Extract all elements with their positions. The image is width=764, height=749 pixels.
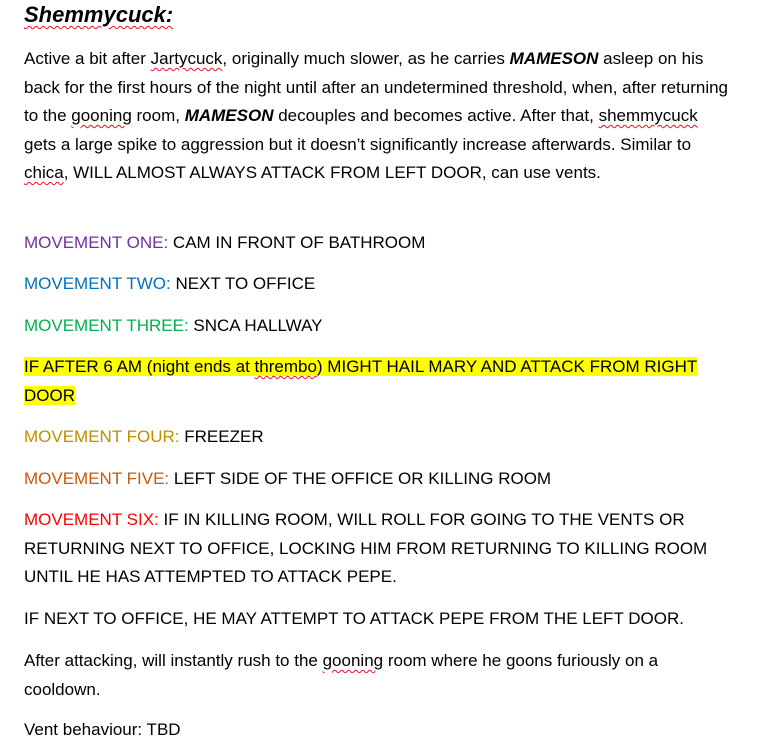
- movement-four: [24, 423, 734, 452]
- intro-text: room,: [131, 106, 185, 125]
- movement-label: MOVEMENT THREE:: [24, 316, 189, 335]
- intro-text: , WILL ALMOST ALWAYS ATTACK FROM LEFT DOOR, can use vents.: [63, 163, 601, 182]
- after-attack-text: room where he goons furiously on a cooldown.: [24, 651, 659, 699]
- movement-two: [24, 270, 734, 299]
- movement-label: MOVEMENT FIVE:: [24, 469, 170, 488]
- movement-text: IF IN KILLING ROOM, WILL ROLL FOR GOING TO THE VENTS OR RETURNING NEXT TO OFFICE, LOCKING HIM FROM RETURNING TO KILLING ROOM UNTIL HE HAS ATTEMPTED TO ATTACK PEPE.: [24, 510, 708, 586]
- movement-text: FREEZER: [179, 427, 264, 446]
- highlighted-note: [24, 353, 734, 410]
- vent-behaviour: Vent behaviour: TBD: [24, 720, 181, 739]
- movement-three: [24, 312, 734, 341]
- intro-text: Active a bit after: [24, 49, 151, 68]
- movement-six: [24, 506, 734, 592]
- spellcheck-word: gooning: [71, 106, 132, 125]
- highlight-text: IF AFTER 6 AM (night ends at: [24, 357, 255, 376]
- page-title: Shemmycuck:: [24, 2, 174, 27]
- movement-label: MOVEMENT SIX:: [24, 510, 159, 529]
- movement-text: SNCA HALLWAY: [188, 316, 323, 335]
- after-attack-text: After attacking, will instantly rush to the: [24, 651, 323, 670]
- spellcheck-word: shemmycuck: [598, 106, 698, 125]
- keyword: MAMESON: [184, 106, 274, 125]
- intro-text: decouples and becomes active. After that,: [273, 106, 599, 125]
- intro-paragraph: [24, 45, 734, 188]
- spellcheck-word: gooning: [322, 651, 384, 670]
- movement-one: [24, 229, 734, 258]
- movement-label: MOVEMENT ONE:: [24, 233, 169, 252]
- movement-five: [24, 465, 734, 494]
- spellcheck-word: chica: [24, 163, 64, 182]
- intro-text: gets a large spike to aggression but it doesn’t significantly increase afterwards. Similar to: [24, 134, 692, 154]
- spellcheck-word: Jartycuck: [150, 49, 223, 68]
- spellcheck-word: thrembo: [254, 357, 317, 376]
- after-attack-paragraph: [24, 647, 734, 704]
- movement-label: MOVEMENT FOUR:: [24, 427, 180, 446]
- movement-text: NEXT TO OFFICE: [170, 274, 316, 293]
- next-to-office-note: IF NEXT TO OFFICE, HE MAY ATTEMPT TO ATTACK PEPE FROM THE LEFT DOOR.: [24, 609, 684, 628]
- keyword: MAMESON: [509, 49, 599, 68]
- highlight-text: ) MIGHT HAIL MARY AND ATTACK FROM RIGHT DOOR: [24, 357, 698, 405]
- movement-text: LEFT SIDE OF THE OFFICE OR KILLING ROOM: [169, 469, 552, 488]
- movement-text: CAM IN FRONT OF BATHROOM: [168, 233, 426, 252]
- movement-label: MOVEMENT TWO:: [24, 274, 171, 293]
- intro-text: asleep on his back for the first hours of the night until after an undetermined threshold, when, after returning to the: [24, 49, 729, 125]
- intro-text: , originally much slower, as he carries: [222, 49, 510, 68]
